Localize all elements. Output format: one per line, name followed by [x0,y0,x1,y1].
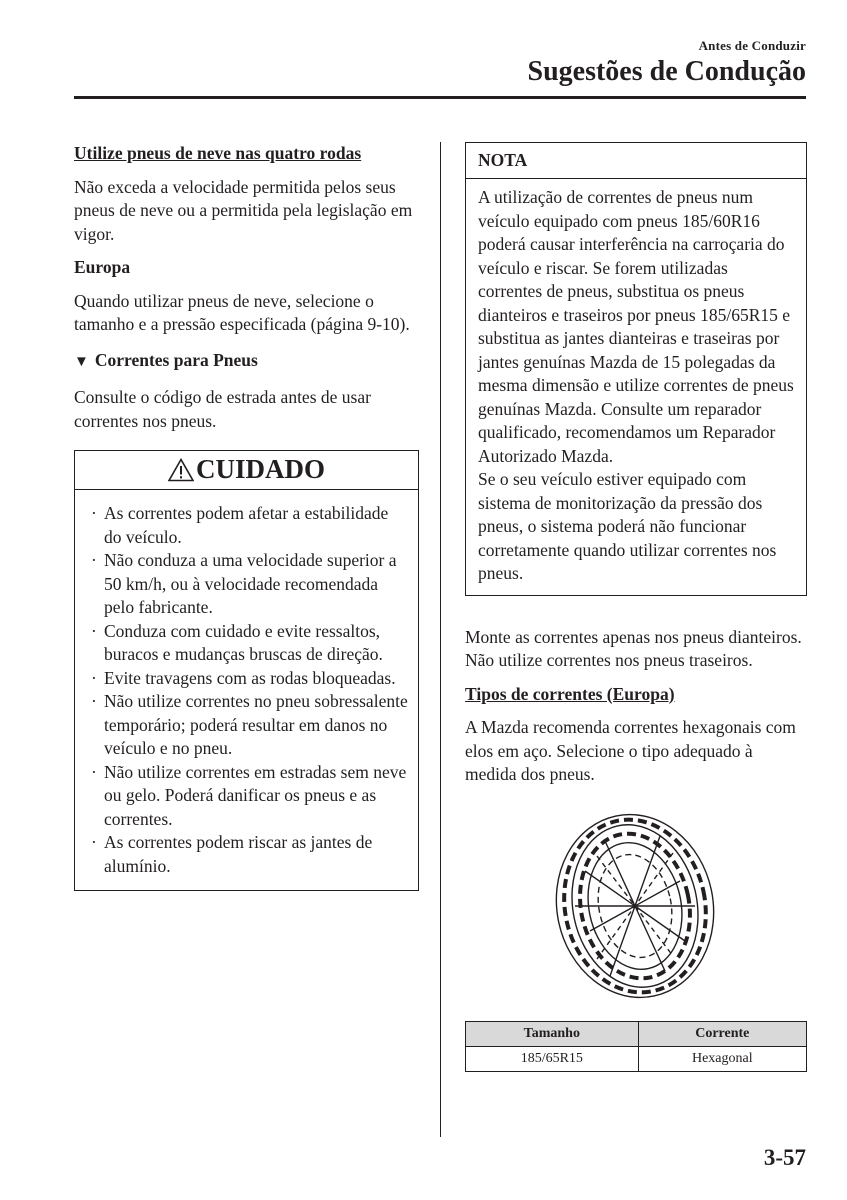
column-divider [440,142,441,1137]
table-cell-chain: Hexagonal [638,1046,806,1071]
europe-heading: Europa [74,257,131,277]
mount-rear-text: Não utilize correntes nos pneus traseiros. [465,650,753,670]
caution-item: · Não conduza a uma velocidade superior a 50 km/h, ou à velocidade recomendada pelo fabricante. [91,550,397,617]
table-header-row [466,1021,807,1046]
chains-heading: Correntes para Pneus [94,349,258,370]
table-header-size: Tamanho [466,1021,639,1046]
table-row [466,1046,807,1071]
caution-title: CUIDADO [195,454,325,485]
caution-item: · Não utilize correntes em estradas sem neve ou gelo. Poderá danificar os pneus e as correntes. [91,761,407,829]
table-header-chain: Corrente [638,1021,806,1046]
caution-box [74,450,419,891]
chain-size-table [465,1021,807,1072]
note-box [465,142,807,596]
chain-types-text: A Mazda recomenda correntes hexagonais com elos em aço. Selecione o tipo adequado à medida dos pneus. [465,717,796,784]
page-title: Sugestões de Condução [527,56,806,87]
chain-types-heading: Tipos de correntes (Europa) [465,683,675,704]
right-column [465,142,807,1072]
table-cell-size: 185/65R15 [466,1046,639,1071]
tire-chain-illustration [545,811,725,1001]
caution-item: · As correntes podem riscar as jantes de alumínio. [91,832,373,876]
chain-illustration-area [465,811,807,1001]
caution-item: · Conduza com cuidado e evite ressaltos, buracos e mudanças bruscas de direção. [91,620,383,664]
caution-item: · As correntes podem afetar a estabilidade do veículo. [91,503,389,547]
caution-item: · Evite travagens com as rodas bloqueadas. [91,667,396,688]
left-column [74,142,419,891]
chains-heading-row [74,349,419,375]
caution-list [75,490,418,890]
europe-text: Quando utilizar pneus de neve, selecione o tamanho e a pressão especificada (página 9-10). [74,290,410,334]
warning-triangle-icon [168,458,194,482]
header-divider [74,96,806,99]
snow-tires-heading: Utilize pneus de neve nas quatro rodas [74,143,362,163]
note-title: NOTA [466,143,806,179]
chains-text: Consulte o código de estrada antes de usar correntes nos pneus. [74,387,371,431]
note-paragraph-1: A utilização de correntes de pneus num veículo equipado com pneus 185/60R16 poderá causar interferência na carroçaria do veículo e riscar. Se forem utilizadas correntes de pneus, substitua os pneus dianteiros e traseiros por pneus 185/65R15 e substitua as jantes dianteiras e traseiras por jantes genuínas Mazda de 15 polegadas da mesma dimensão e utilize correntes de pneus genuínas Mazda. Consulte um reparador qualificado, recomendamos um Reparador Autorizado Mazda. [478,187,794,466]
note-paragraph-2: Se o seu veículo estiver equipado com sistema de monitorização da pressão dos pneus, o sistema poderá não funcionar corretamente quando utilizar correntes nos pneus. [478,469,777,583]
page-number: 3-57 [763,1145,806,1170]
mount-front-text: Monte as correntes apenas nos pneus dianteiros. [465,626,802,647]
section-name: Antes de Conduzir [698,38,806,53]
caution-item: · Não utilize correntes no pneu sobressalente temporário; poderá resultar em danos no veículo e no pneu. [91,691,408,758]
triangle-bullet-icon: ▼ [74,353,89,370]
caution-header [75,451,418,490]
snow-tires-text: Não exceda a velocidade permitida pelos seus pneus de neve ou a permitida pela legislação em vigor. [74,176,413,244]
note-body [466,179,806,595]
